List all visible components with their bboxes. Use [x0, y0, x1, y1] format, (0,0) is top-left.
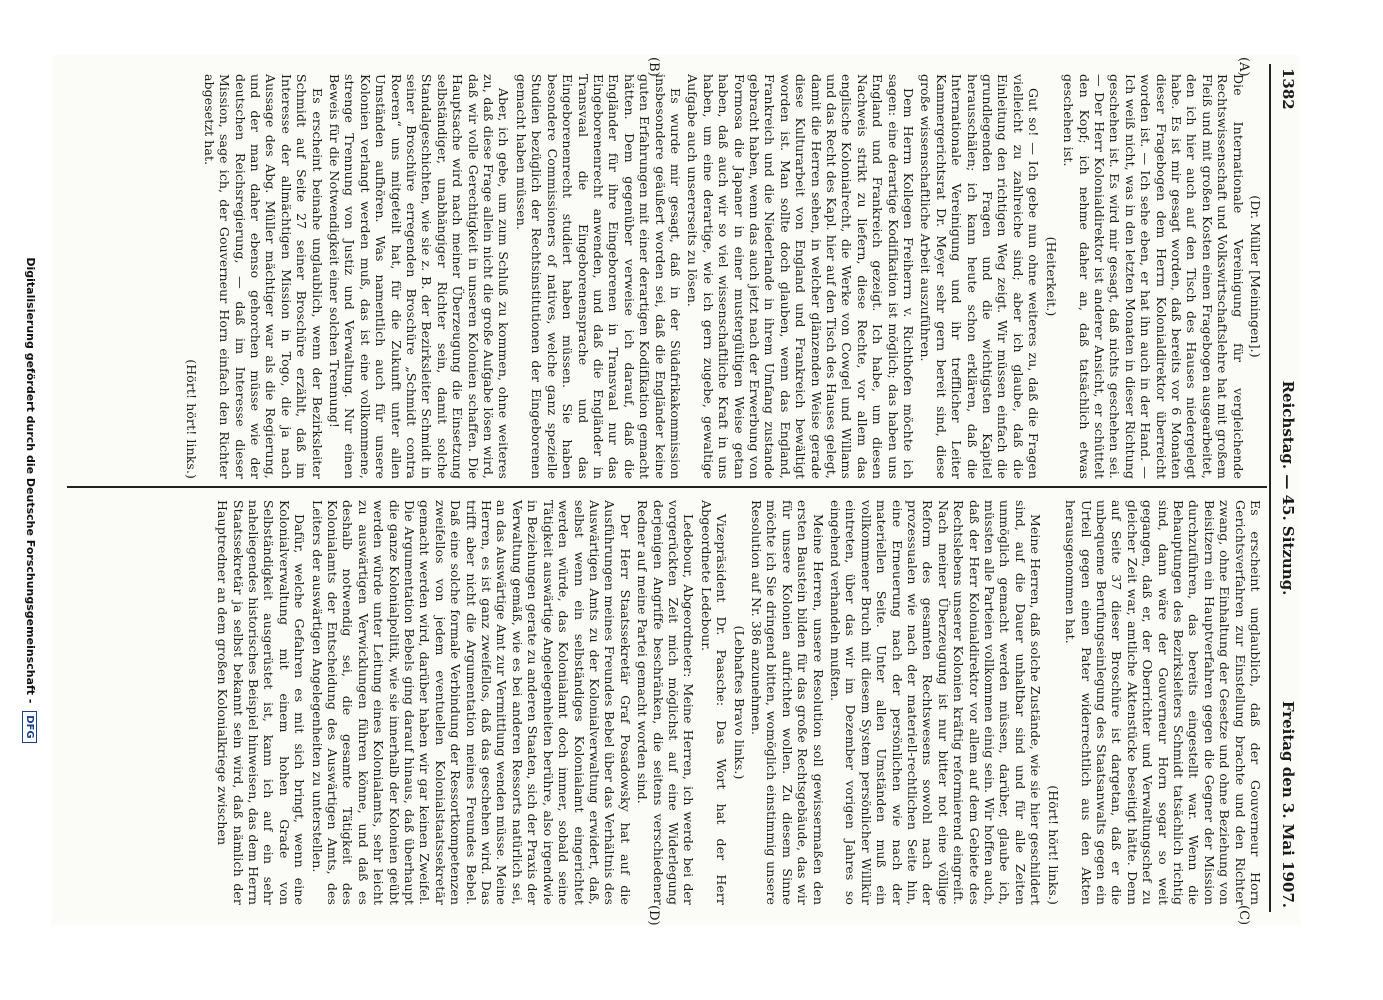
- digitization-credit: [13, 0, 37, 1000]
- margin-marker-c: (C): [1236, 905, 1251, 926]
- paragraph: Es erscheint beinahe unglaublich, wenn der Bezirksleiter Schmidt auf Seite 27 seiner Broschüre erzählt, daß im Interesse der allmächtigen Mission in Togo, die ja nach Aussage des Abg. Müller mächtiger war als die Regierung, und der man daher ebenso gehorchen müsse wie der deutschen Reichsregierung, — daß im Interesse dieser Mission, sage ich, der Gouverneur Horn einfach den Richter abgesetzt hat.: [201, 74, 325, 479]
- paragraph: Dem Herrn Kollegen Freiherrn v. Richthofen möchte ich sagen: eine derartige Kodifikation ist möglich; das haben uns England und Frankreich gezeigt. Ich habe, um diesen Nachweis strikt zu liefern, diese Rechte, vor allem das englische Kolonialrecht, die Werke von Cowgel und Willams und das Recht des Kapl. hier auf den Tisch des Hauses gelegt, damit die Herren sehen, in welcher glänzenden Weise gerade diese Kulturarbeit von England und Frankreich bewältigt worden ist. Man sollte doch glauben, wenn das England, Frankreich und die Niederlande in ihrem Umfang zustande gebracht haben, wenn das auch jetzt nach der Erwerbung von Formosa die Japaner in einer mustergültigen Weise getan haben, daß auch wir so viel wissenschaftliche Kraft in uns haben, um eine derartige, wie ich gern zugebe, gewaltige Aufgabe auch unsererseits zu lösen.: [685, 74, 917, 479]
- right-column: [68, 500, 1263, 905]
- interjection: (Hört! hört! links.): [184, 359, 200, 479]
- interjection: (Hört! hört! links.): [1045, 785, 1061, 905]
- paragraph: Es erscheint unglaublich, daß der Gouverneur Horn Gerichtsverfahren zur Einstellung brachte und den Richter zwang, ohne Einhaltung der Gesetze und ohne Beziehung von Beisitzern ein Hauptverfahren gegen die Gegner der Mission durchzuführen, das bereits eingestellt war. Wenn die Behauptungen des Bezirksleiters Schmidt tatsächlich richtig sind, dann wäre der Gouverneur Horn sogar so weit gegangen, daß er, der Oberrichter und Verwaltungschef zu gleicher Zeit war, amtliche Aktenstücke beseitigt hätte. Denn auf Seite 37 dieser Broschüre ist dargetan, daß er die unbequeme Berufungseinlegung des Staatsanwalts gegen ein Urteil gegen einen Pater widerrechtlich aus den Akten herausgenommen hat.: [1063, 500, 1263, 905]
- margin-marker-d: (D): [646, 905, 661, 926]
- paragraph: Die Internationale Vereinigung für vergleichende Rechtswissenschaft und Volkswirtschaftslehre hat mit großem Fleiß und mit großen Kosten einen Fragebogen ausgearbeitet, den ich hier auch auf den Tisch des Hauses niedergelegt habe. Es ist mir gesagt worden, daß bereits vor 6 Monaten dieser Fragebogen dem Herrn Kolonialdirektor überreicht worden ist. — Ich sehe eben, er hat ihn auch in der Hand. — Ich weiß nicht, was in den letzten Monaten in dieser Richtung geschehen ist. Es wird mir gesagt, daß nichts geschehen sei. — Der Herr Kolonialdirektor ist anderer Ansicht, er schüttelt den Kopf; ich nehme daher an, daß tatsächlich etwas geschehen ist.: [1061, 74, 1246, 479]
- paragraph: Der Herr Staatssekretär Graf Posadowsky hat auf die Ausführungen meines Freundes Bebel über das Verhältnis des Auswärtigen Amts zu der Kolonialverwaltung erwidert, daß, selbst wenn ein selbständiges Kolonialamt eingerichtet werden würde, das Kolonialamt doch immer, sobald seine Tätigkeit auswärtige Angelegenheiten berühre, also irgendwie in Beziehungen gerate zu anderen Staaten, sich der Praxis der Verwaltung gemäß, wie es bei anderen Ressorts natürlich sei, an das Auswärtige Amt zur Vermittlung wenden müsse. Meine Herren, es ist ganz zweifellos, daß das geschehen wird. Das trifft aber nicht die Argumentation meines Freundes Bebel. Daß eine solche formale Verbindung der Ressortkompetenzen zweifellos von jedem eventuellen Kolonialstaatssekretär gemacht werden wird, darüber haben wir gar keinen Zweifel. Die Argumentation Bebels ging darauf hinaus, daß überhaupt die ganze Kolonialpolitik, wie sie innerhalb der Kolonien geübt werden würde unter Leitung eines Kolonialamts, sehr leicht zu auswärtigen Verwicklungen führen könne, und daß es deshalb notwendig sei, die gesamte Tätigkeit des Kolonialamts der Entscheidung des Auswärtigen Amts, des Leiters der auswärtigen Angelegenheiten zu unterstellen.: [309, 500, 633, 905]
- header-date: Freitag den 3. Mai 1907.: [1279, 700, 1297, 908]
- paragraph: Ledebour, Abgeordneter: Meine Herren, ich werde bei der vorgerückten Zeit mich möglichst auf eine Widerlegung derjenigen Angriffe beschränken, die seitens verschiedener Redner auf meine Partei gemacht worden sind.: [635, 500, 697, 905]
- paragraph: Meine Herren, daß solche Zustände, wie sie hier geschildert sind, auf die Dauer unhaltbar sind und für alle Zeiten unmöglich gemacht werden müssen, darüber, glaube ich, müssten alle Parteien vollkommen einig sein. Wir hoffen auch, daß der Herr Kolonialdirektor vor allem auf dem Gebiete des Rechtslebens unserer Kolonien kräftig reformierend eingreift. Nach meiner Überzeugung ist nur bitter not eine völlige Reform des gesamten Rechtswesens sowohl nach der prozessualen wie nach der materiell-rechtlichen Seite hin, eine Erneuerung nach der persönlichen wie nach der materiellen Seite. Unter allen Umständen muß ein vollkommener Bruch mit diesem System persönlicher Willkür eintreten, über das wir im Dezember vorigen Jahres so eingehend verhandeln mußten.: [828, 500, 1044, 905]
- header-rule: [1269, 64, 1271, 912]
- margin-marker-a: (A): [1236, 57, 1251, 77]
- margin-marker-b: (B): [646, 57, 661, 77]
- interjection: (Heiterkeit.): [1043, 236, 1059, 317]
- paragraph: Aber, ich gebe, um zum Schluß zu kommen, ohne weiteres zu, daß diese Frage allein nicht die große Aufgabe lösen wird, daß wir volle Gerechtigkeit in unseren Kolonien schaffen. Die Hauptsache wird nach meiner Überzeugung die Einsetzung selbständiger, unabhängiger Richter sein, damit solche Standalgeschichten, wie sie z. B. der Bezirksleiter Schmidt in seiner Broschüre erregenden Broschüre „Schmidt contra Roeren“ uns mitgeteilt hat, für die Zukunft unter allen Umständen aufhören. Was namentlich auch für unsere Kolonien verlangt werden muß, das ist eine vollkommene, strenge Trennung von Justiz und Verwaltung. Nur einen Beweis für die Notwendigkeit einer solchen Trennung!: [327, 74, 512, 479]
- column-divider: [67, 486, 1267, 488]
- paragraph: Meine Herren, unsere Resolution soll gewissermaßen den ersten Baustein bilden für das große Rechtsgebäude, das wir für unsere Kolonien aufrichten wollen. Zu diesem Sinne möchte ich Sie dringend bitten, womöglich einstimmig unsere Resolution auf Nr. 386 anzunehmen.: [749, 500, 826, 905]
- header-title: Reichstag. — 45. Sitzung.: [1279, 380, 1297, 596]
- page-header: [1271, 68, 1297, 908]
- paragraph: Es wurde mir gesagt, daß in der Südafrikakommission insbesondere geäußert worden sei, daß die Engländer keine guten Erfahrungen mit einer derartigen Kodifikation gemacht hätten. Dem gegenüber verweise ich darauf, daß die Engländer für ihre Eingeborenen in Transvaal nur das Eingeborenenrecht anwenden, und daß die Engländer in Transvaal die Eingeborenensprache und das Eingeborenenrecht studiert haben müssen. Sie haben besondere Commissioners of natives, welche ganz spezielle Studien bezüglich der Rechtsinstitutionen der Eingeborenen gemacht haben müssen.: [513, 74, 683, 479]
- dfg-logo: DFG: [22, 711, 37, 742]
- interjection: (Lebhaftes Bravo links.): [731, 625, 747, 780]
- paragraph: Dafür, welche Gefahren es mit sich bringt, wenn eine Kolonialverwaltung mit einem hohen Grade von Selbständigkeit ausgerüstet ist, kann ich auf ein sehr naheliegendes historisches Beispiel hinweisen, das dem Herrn Staatssekretär ja selbst bekannt sein wird, daß nämlich der Hauptredner an dem großen Kolonialkriege zwischen: [215, 500, 308, 905]
- speaker-line: (Dr. Müller [Meiningen].): [1248, 195, 1263, 358]
- presiding-speaker: Vizepräsident Dr. Paasche: Das Wort hat der Herr Abgeordnete Ledebour.: [698, 500, 730, 905]
- page-number: 1382: [1279, 68, 1297, 110]
- paragraph: Gut so! — Ich gebe nun ohne weiteres zu, daß die Fragen vielleicht zu zahlreiche sind; aber ich glaube, daß die Einleitung den richtigen Weg zeigt. Wir müssen einfach die grundlegenden Fragen und die wichtigsten Kapitel herausschälen; ich kann heute schon erklären, daß die Internationale Vereinigung und ihr trefflicher Leiter Kammergerichtsrat Dr. Meyer sehr gern bereit sind, diese große wissenschaftliche Arbeit auszuführen.: [918, 74, 1042, 479]
- left-column: [68, 74, 1263, 479]
- credit-text: Digitalisierung gefördert durch die Deutsche Forschungsgemeinschaft -: [24, 257, 37, 704]
